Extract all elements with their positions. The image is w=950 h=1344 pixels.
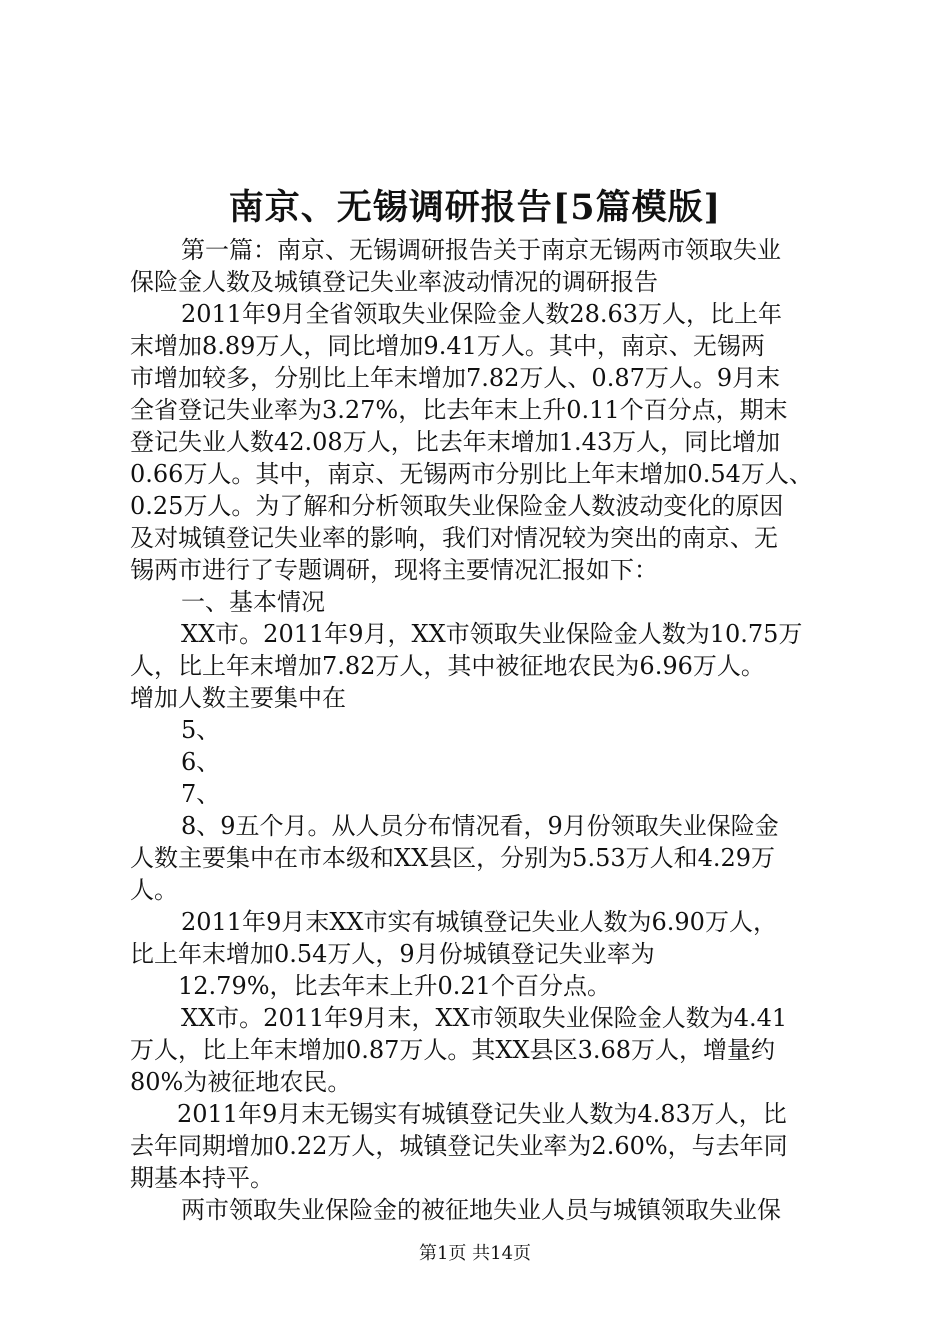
document-body bbox=[130, 234, 830, 1226]
text-line: 两市领取失业保险金的被征地失业人员与城镇领取失业保 bbox=[181, 1196, 781, 1224]
text-line: 2011年9月末XX市实有城镇登记失业人数为6.90万人， bbox=[181, 908, 777, 936]
text-line: 80%为被征地农民。 bbox=[130, 1068, 352, 1096]
text-line: 2011年9月全省领取失业保险金人数28.63万人，比上年 bbox=[181, 300, 783, 328]
text-line: 锡两市进行了专题调研，现将主要情况汇报如下： bbox=[130, 556, 658, 584]
text-line: 去年同期增加0.22万人，城镇登记失业率为2.60%，与去年同 bbox=[130, 1132, 788, 1160]
text-line: 2011年9月末无锡实有城镇登记失业人数为4.83万人，比 bbox=[177, 1100, 787, 1128]
text-line: 增加人数主要集中在 bbox=[130, 684, 346, 712]
text-line: XX市。2011年9月，XX市领取失业保险金人数为10.75万 bbox=[181, 620, 803, 648]
text-line: 比上年末增加0.54万人，9月份城镇登记失业率为 bbox=[130, 940, 655, 968]
text-line: 全省登记失业率为3.27%，比去年末上升0.11个百分点，期末 bbox=[130, 396, 788, 424]
text-line: 末增加8.89万人，同比增加9.41万人。其中，南京、无锡两 bbox=[130, 332, 765, 360]
text-line: 及对城镇登记失业率的影响，我们对情况较为突出的南京、无 bbox=[130, 524, 778, 552]
text-line: 人。 bbox=[130, 876, 178, 904]
text-line: 市增加较多，分别比上年末增加7.82万人、0.87万人。9月末 bbox=[130, 364, 781, 392]
text-line: 5、 bbox=[181, 716, 221, 744]
section-heading: 一、基本情况 bbox=[181, 588, 325, 616]
text-line: XX市。2011年9月末，XX市领取失业保险金人数为4.41 bbox=[181, 1004, 788, 1032]
document-title: 南京、无锡调研报告[5篇模版] bbox=[228, 187, 722, 228]
text-line: 人数主要集中在市本级和XX县区，分别为5.53万人和4.29万 bbox=[130, 844, 776, 872]
text-line: 第一篇：南京、无锡调研报告关于南京无锡两市领取失业 bbox=[181, 236, 781, 264]
text-line: 12.79%，比去年末上升0.21个百分点。 bbox=[178, 972, 611, 1000]
text-line: 期基本持平。 bbox=[130, 1164, 274, 1192]
text-line: 万人，比上年末增加0.87万人。其XX县区3.68万人，增量约 bbox=[130, 1036, 776, 1064]
text-line: 0.66万人。其中，南京、无锡两市分别比上年末增加0.54万人、 bbox=[130, 460, 813, 488]
text-line: 保险金人数及城镇登记失业率波动情况的调研报告 bbox=[130, 268, 658, 296]
page-footer: 第1页 共14页 bbox=[418, 1243, 532, 1264]
text-line: 0.25万人。为了解和分析领取失业保险金人数波动变化的原因 bbox=[130, 492, 784, 520]
text-line: 登记失业人数42.08万人，比去年末增加1.43万人，同比增加 bbox=[130, 428, 781, 456]
text-line: 7、 bbox=[181, 780, 221, 808]
text-line: 6、 bbox=[181, 748, 221, 776]
text-line: 人，比上年末增加7.82万人，其中被征地农民为6.96万人。 bbox=[130, 652, 765, 680]
text-line: 8、9五个月。从人员分布情况看，9月份领取失业保险金 bbox=[181, 812, 779, 840]
